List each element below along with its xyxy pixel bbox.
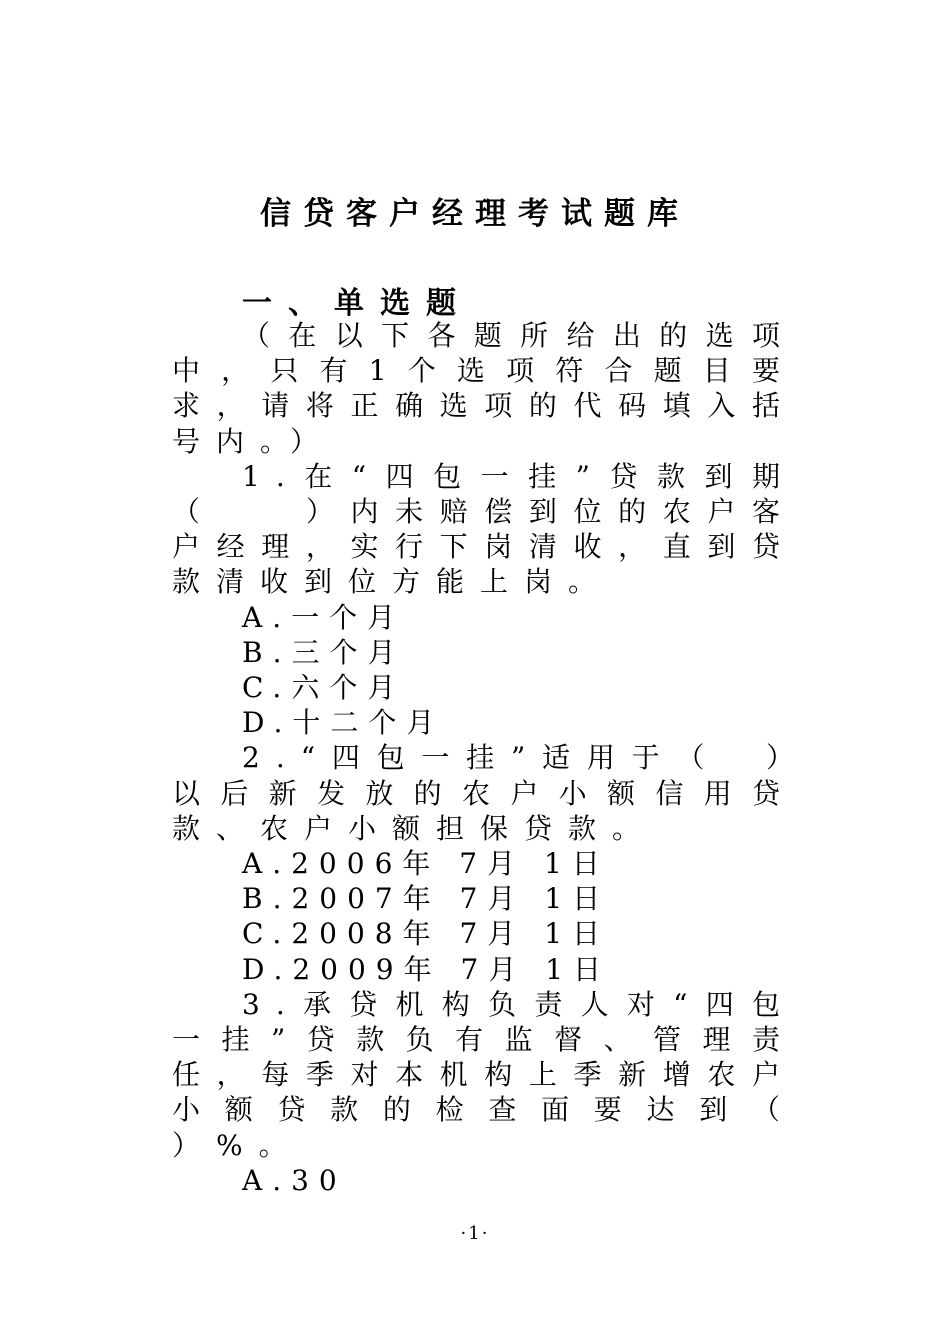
page-number: ·1· xyxy=(460,1223,490,1244)
question-1-option-a: A.一个月 xyxy=(242,600,406,634)
question-1: 1.在“四包一挂”贷款到期（ ）内未赔偿到位的农户客户经理，实行下岗清收，直到贷款清收到位方能上岗。 xyxy=(172,459,796,599)
question-1-option-b: B.三个月 xyxy=(242,635,406,669)
document-title: 信贷客户经理考试题库 xyxy=(260,196,690,232)
question-3-option-a: A.30 xyxy=(242,1163,347,1197)
question-1-option-d: D.十二个月 xyxy=(242,706,445,740)
question-2-option-a: A.2006年 7月 1日 xyxy=(242,847,610,881)
question-3: 3.承贷机构负责人对“四包一挂”贷款负有监督、管理责任，每季对本机构上季新增农户小额贷款的检查面要达到（ ）%。 xyxy=(172,987,885,1162)
question-2-option-d: D.2009年 7月 1日 xyxy=(242,952,612,986)
document-body xyxy=(172,318,885,1198)
section-heading: 一、单选题 xyxy=(242,286,472,321)
question-2: 2.“四包一挂”适用于（ ）以后新发放的农户小额信用贷款、农户小额担保贷款。 xyxy=(172,741,796,845)
question-2-option-b: B.2007年 7月 1日 xyxy=(242,882,611,916)
question-2-option-c: C.2008年 7月 1日 xyxy=(242,917,611,951)
question-1-option-c: C.六个月 xyxy=(242,671,406,705)
instructions-paragraph: （在以下各题所给出的选项中，只有1个选项符合题目要求，请将正确选项的代码填入括号内。） xyxy=(172,319,796,458)
